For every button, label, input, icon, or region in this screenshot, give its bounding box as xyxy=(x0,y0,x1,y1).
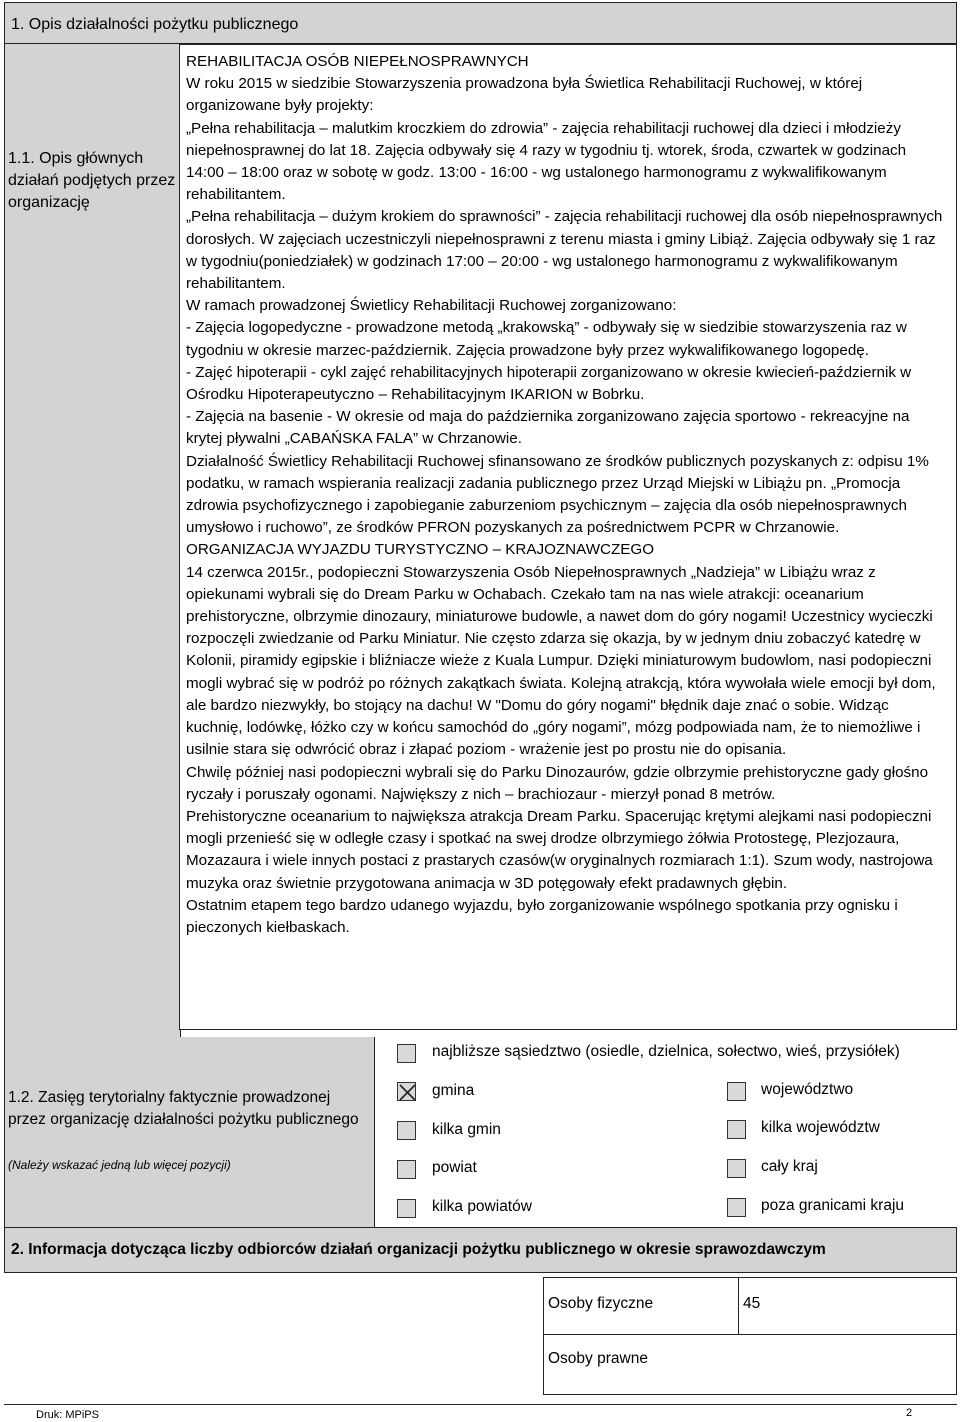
table-column-divider xyxy=(738,1277,739,1335)
scope-checkbox-wojewodztwo[interactable] xyxy=(727,1082,746,1101)
footer-print: Druk: MPiPS xyxy=(36,1409,99,1421)
footer-page-number: 2 xyxy=(906,1407,913,1419)
scope-label-caly-kraj: cały kraj xyxy=(761,1158,818,1175)
scope-checkbox-kilka-wojewodztw[interactable] xyxy=(727,1120,746,1139)
sub11-label: 1.1. Opis głównych działań podjętych przez organizację xyxy=(8,150,176,211)
scope-checkbox-kilka-powiatow[interactable] xyxy=(397,1199,416,1218)
scope-label-neighbourhood: najbliższe sąsiedztwo (osiedle, dzielnica, sołectwo, wieś, przysiółek) xyxy=(432,1043,900,1060)
scope-checkbox-kilka-gmin[interactable] xyxy=(397,1121,416,1140)
checked-mark-icon xyxy=(398,1083,417,1102)
paragraph: Działalność Świetlicy Rehabilitacji Ruchowej sfinansowano ze środków publicznych pozyskanych z: odpisu 1% podatku, w ramach wspierania realizacji zadania publicznego przez Urząd Miejski w Libiążu pn. „Promocja zdrowia psychofizycznego i zapobieganie zaburzeniom psychicznym – zajęcia dla osób niepełnosprawnych umysłowo i ruchowo”, ze środków PFRON pozyskanych za pośrednictwem PCPR w Chrzanowie. xyxy=(186,452,929,537)
paragraph: - Zajęcia logopedyczne - prowadzone metodą „krakowską” - odbywały się w siedzibie stowarzyszenia raz w tygodniu w okresie marzec-październik. Zajęcia prowadzone były przez wykwalifikowanego logopedę. xyxy=(186,319,907,359)
paragraph: „Pełna rehabilitacja – dużym krokiem do sprawności” - zajęcia rehabilitacji ruchowej dla osób niepełnosprawnych dorosłych. W zajęciach uczestniczyli niepełnosprawni z terenu miasta i gminy Libiąż. Zajęcia odbywały się 1 raz w tygodniu(poniedziałek) w godzinach 17:00 – 20:00 - wg ustalonego harmonogramu z wykwalifikowanym rehabilitantem. xyxy=(186,208,943,293)
paragraph: ORGANIZACJA WYJAZDU TURYSTYCZNO – KRAJOZNAWCZEGO xyxy=(186,541,655,559)
sub12-note: (Należy wskazać jedną lub więcej pozycji) xyxy=(8,1158,231,1172)
sub12-label: 1.2. Zasięg terytorialny faktycznie prowadzonej przez organizację działalności pożytku publicznego xyxy=(8,1089,359,1128)
paragraph: Chwilę później nasi podopieczni wybrali się do Parku Dinozaurów, gdzie olbrzymie prehistoryczne gady głośno ryczały i poruszały ogonami. Największy z nich – brachiozaur - mierzył ponad 8 metrów. xyxy=(186,763,929,803)
paragraph: W roku 2015 w siedzibie Stowarzyszenia prowadzona była Świetlica Rehabilitacji Ruchowej, w której organizowane były projekty: xyxy=(186,75,863,115)
section1-title: 1. Opis działalności pożytku publicznego xyxy=(11,16,299,33)
scope-checkbox-neighbourhood[interactable] xyxy=(397,1044,416,1063)
paragraph: Ostatnim etapem tego bardzo udanego wyjazdu, było zorganizowanie wspólnego spotkania przy ognisku i pieczonych kiełbaskach. xyxy=(186,896,898,936)
paragraph: 14 czerwca 2015r., podopieczni Stowarzyszenia Osób Niepełnosprawnych „Nadzieja” w Libiążu wraz z opiekunami wybrali się do Dream Parku w Ochabach. Czekało tam na nas wiele atrakcji: oceanarium prehistoryczne, olbrzymie dinozaury, miniaturowe budowle, a nawet dom do góry nogami! Uczestnicy wycieczki rozpoczęli zwiedzanie od Parku Miniatur. Nie często zdarza się okazja, by w jednym dniu zobaczyć katedrę w Kolonii, piramidy egipskie i bliźniacze wieże z Kuala Lumpur. Dzięki miniaturowym budowlom, nasi podopieczni mogli wybrać się w podróż po różnych zakątkach świata. Kolejną atrakcją, która wywołała wiele emocji był dom, ale bardzo niezwykły, bo stojący na dachu! W "Domu do góry nogami" błędnik daje znać o sobie. Widząc kuchnię, lodówkę, łóżko czy w końcu samochód do „góry nogami”, mózg podpowiada nam, że to niemożliwe i usilnie stara się odwrócić obraz i złapać poziom - wrażenie jest po prostu nie do opisania. xyxy=(186,563,936,759)
scope-label-wojewodztwo: województwo xyxy=(761,1081,854,1098)
section2-header xyxy=(4,1227,957,1273)
scope-label-kilka-wojewodztw: kilka województw xyxy=(761,1119,880,1136)
table-row-divider xyxy=(543,1334,957,1335)
scope-checkbox-caly-kraj[interactable] xyxy=(727,1159,746,1178)
scope-label-kilka-gmin: kilka gmin xyxy=(432,1121,501,1138)
recipients-label-legal: Osoby prawne xyxy=(548,1350,648,1367)
scope-checkbox-poza-granicami[interactable] xyxy=(727,1198,746,1217)
recipients-label-persons: Osoby fizyczne xyxy=(548,1295,654,1312)
sub11-content xyxy=(179,44,957,1030)
paragraph: W ramach prowadzonej Świetlicy Rehabilitacji Ruchowej zorganizowano: xyxy=(186,297,677,315)
section2-title: 2. Informacja dotycząca liczby odbiorców działań organizacji pożytku publicznego w okresie sprawozdawczym xyxy=(11,1241,826,1258)
paragraph: - Zajęć hipoterapii - cykl zajęć rehabilitacyjnych hipoterapii zorganizowano w okresie kwiecień-październik w Ośrodku Hipoterapeutyczno – Rehabilitacyjnym IKARION w Bobrku. xyxy=(186,363,912,404)
scope-checkbox-powiat[interactable] xyxy=(397,1160,416,1179)
scope-label-poza-granicami: poza granicami kraju xyxy=(761,1197,905,1214)
scope-label-powiat: powiat xyxy=(432,1159,477,1176)
sub11-label-cell xyxy=(4,44,181,1037)
scope-checkbox-gmina[interactable] xyxy=(397,1082,416,1101)
paragraph: REHABILITACJA OSÓB NIEPEŁNOSPRAWNYCH xyxy=(186,53,529,70)
sub12-label-cell xyxy=(4,1037,375,1227)
scope-label-gmina: gmina xyxy=(432,1082,475,1099)
recipients-value-persons: 45 xyxy=(743,1295,761,1312)
section1-header xyxy=(4,2,957,44)
scope-label-kilka-powiatow: kilka powiatów xyxy=(432,1198,532,1215)
paragraph: - Zajęcia na basenie - W okresie od maja do października zorganizowano zajęcia sportowo - rekreacyjne na krytej pływalni „CABAŃSKA FALA” w Chrzanowie. xyxy=(186,408,910,448)
paragraph: „Pełna rehabilitacja – malutkim kroczkiem do zdrowia” - zajęcia rehabilitacji ruchowej dla dzieci i młodzieży niepełnosprawnej do lat 18. Zajęcia odbywały się 4 razy w tygodniu tj. wtorek, środa, czwartek w godzinach 14:00 – 18:00 oraz w sobotę w godz. 13:00 - 16:00 - wg ustalonego harmonogramu z wykwalifikowanym rehabilitantem. xyxy=(186,119,907,204)
footer-divider xyxy=(4,1404,957,1405)
paragraph: Prehistoryczne oceanarium to największa atrakcja Dream Parku. Spacerując krętymi alejkami nasi podopieczni mogli przenieść się w odległe czasy i spotkać na swej drodze olbrzymiego żółwia Protostegę, Plezjozaura, Mozazaura i wiele innych postaci z prastarych czasów(w oryginalnych rozmiarach 1:1). Szum wody, nastrojowa muzyka oraz świetnie przygotowana animacja w 3D potęgowały efekt pradawnych głębin. xyxy=(186,807,933,892)
